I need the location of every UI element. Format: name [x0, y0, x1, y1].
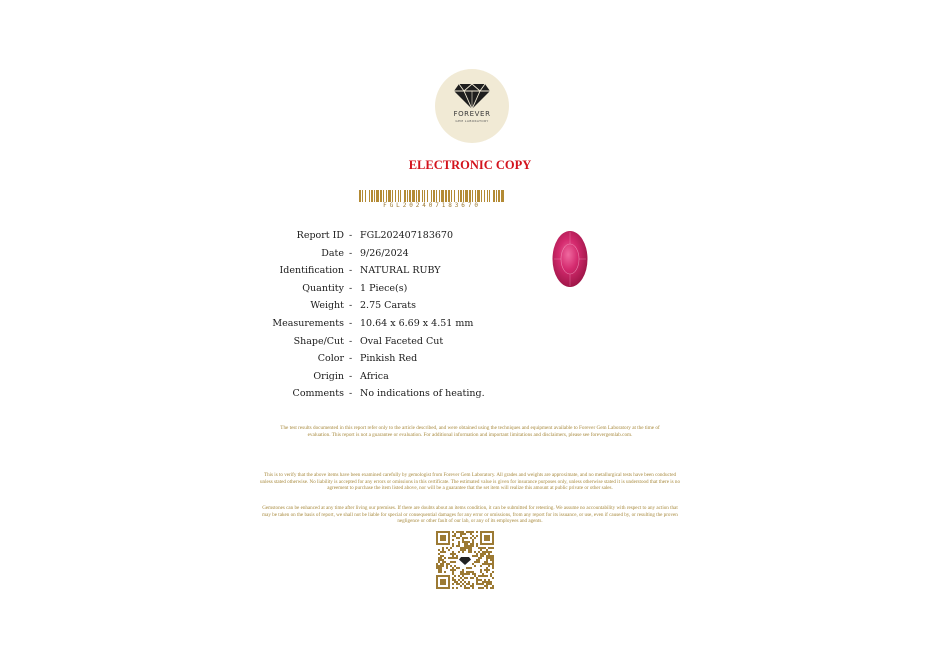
report-label: Date — [321, 247, 344, 259]
report-row — [0, 265, 940, 281]
report-row — [0, 283, 940, 299]
report-value: No indications of heating. — [360, 388, 485, 400]
report-label: Shape/Cut — [293, 335, 344, 347]
report-label: Comments — [292, 388, 344, 400]
report-row — [0, 388, 940, 404]
logo-brand: FOREVER — [453, 110, 491, 118]
report-separator: - — [349, 282, 353, 294]
report-value: 9/26/2024 — [360, 247, 409, 259]
report-label: Quantity — [302, 282, 344, 294]
report-value: NATURAL RUBY — [360, 265, 441, 277]
report-value: Africa — [360, 370, 389, 382]
report-separator: - — [349, 265, 353, 277]
lab-logo — [435, 69, 509, 143]
report-row — [0, 230, 940, 246]
report-label: Color — [317, 353, 344, 365]
report-row — [0, 248, 940, 264]
disclaimer-verification: This is to verify that the above items have been examined carefully by gemologist from Forever Gem Laboratory. All grades and weights are approximate, and no metallurgical tests have been conducted unless stated otherwise. No liability is accepted for any errors or omissions in this certificate. The estimated value is given for insurance purposes only, unless otherwise stated it is understood that there is no agreement to purchase the item listed above, nor will be a guarantee that the set item will realize this amount at public private or other sales. — [260, 472, 680, 492]
qr-code[interactable] — [436, 531, 494, 589]
report-row — [0, 371, 940, 387]
report-separator: - — [349, 300, 353, 312]
report-value: FGL202407183670 — [360, 230, 454, 241]
disclaimer-liability: Gemstones can be enhanced at any time after living our premises. If there are doubts about an items condition, it can be submitted for retesting. We assume no accountability with respect to any action that may be taken on the basis of report, we shall not be liable for special or consequential damages for any error or omissions, from any report for its issuance, or use, even if caused by, or resulting the proven negligence or other fault of our lab, or any of its employees and agents. — [262, 505, 678, 525]
barcode — [359, 190, 505, 202]
report-label: Weight — [310, 300, 344, 312]
report-row — [0, 353, 940, 369]
report-value: 2.75 Carats — [360, 300, 417, 312]
report-separator: - — [349, 318, 353, 329]
report-row — [0, 300, 940, 316]
report-separator: - — [349, 335, 353, 347]
report-label: Origin — [313, 370, 344, 382]
report-separator: - — [349, 353, 353, 365]
report-separator: - — [349, 230, 353, 241]
electronic-copy-heading: ELECTRONIC COPY — [408, 158, 532, 172]
diamond-icon — [453, 82, 491, 110]
ruby-gemstone-image — [551, 230, 589, 290]
logo-subtitle: GEM LABORATORY — [455, 119, 489, 123]
report-row — [0, 318, 940, 334]
report-separator: - — [349, 388, 353, 400]
report-value: Oval Faceted Cut — [360, 335, 444, 347]
report-label: Report ID — [296, 230, 344, 241]
report-label: Measurements — [272, 318, 344, 329]
disclaimer-test-results: The test results documented in this report refer only to the article described, and were obtained using the techniques and equipment available to Forever Gem Laboratory at the time of evaluation. This report is not a guarantee or evaluation. For additional information and important limitations and disclaimers, please see forevergemlab.com. — [280, 425, 660, 438]
report-value: 1 Piece(s) — [360, 282, 408, 294]
report-row — [0, 336, 940, 352]
report-separator: - — [349, 247, 353, 259]
report-value: Pinkish Red — [360, 353, 418, 365]
report-value: 10.64 x 6.69 x 4.51 mm — [360, 318, 474, 329]
barcode-number: FGL202407183670 — [383, 202, 481, 209]
report-separator: - — [349, 370, 353, 382]
report-label: Identification — [279, 265, 344, 277]
